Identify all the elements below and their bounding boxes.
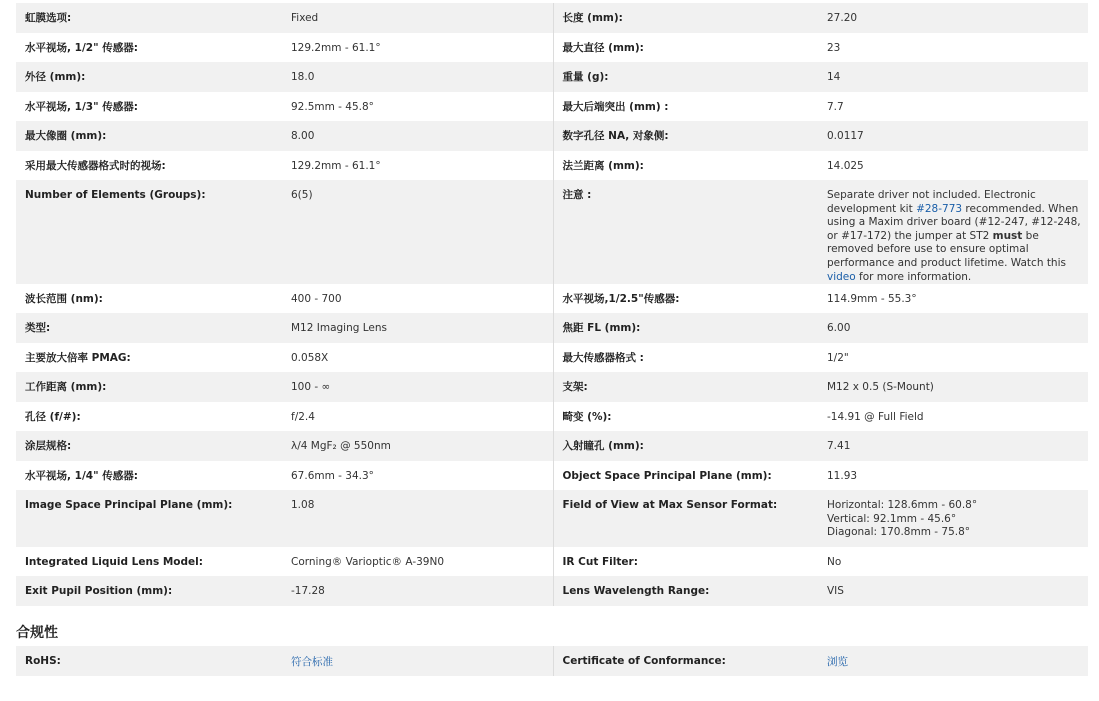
spec-label: 虹膜选项: bbox=[16, 3, 282, 33]
spec-label: 入射瞳孔 (mm): bbox=[553, 431, 818, 461]
spec-value: 129.2mm - 61.1° bbox=[282, 33, 553, 62]
spec-value: 8.00 bbox=[282, 121, 553, 151]
spec-label: 法兰距离 (mm): bbox=[553, 151, 818, 180]
rohs-value bbox=[282, 646, 553, 676]
fov-horizontal: Horizontal: 128.6mm - 60.8° bbox=[827, 499, 978, 512]
table-row bbox=[16, 343, 1088, 372]
spec-label: 最大像圈 (mm): bbox=[16, 121, 282, 151]
spec-value: 100 - ∞ bbox=[282, 372, 553, 402]
spec-label: 采用最大传感器格式时的视场: bbox=[16, 151, 282, 180]
video-link[interactable]: video bbox=[827, 270, 856, 283]
spec-value: 14.025 bbox=[818, 151, 1088, 180]
spec-value: 14 bbox=[818, 62, 1088, 92]
spec-value: 18.0 bbox=[282, 62, 553, 92]
spec-label: 孔径 (f/#): bbox=[16, 402, 282, 431]
spec-label: 类型: bbox=[16, 313, 282, 343]
spec-label: IR Cut Filter: bbox=[553, 547, 818, 576]
spec-label: Exit Pupil Position (mm): bbox=[16, 576, 282, 606]
spec-label: 最大直径 (mm): bbox=[553, 33, 818, 62]
spec-value: M12 x 0.5 (S-Mount) bbox=[818, 372, 1088, 402]
spec-value: 92.5mm - 45.8° bbox=[282, 92, 553, 121]
spec-label: Object Space Principal Plane (mm): bbox=[553, 461, 818, 490]
spec-label: Image Space Principal Plane (mm): bbox=[16, 490, 282, 547]
table-row bbox=[16, 62, 1088, 92]
fov-vertical: Vertical: 92.1mm - 45.6° bbox=[827, 512, 957, 525]
certificate-link[interactable]: 浏览 bbox=[827, 655, 848, 668]
spec-label: 水平视场,1/2.5"传感器: bbox=[553, 284, 818, 313]
spec-value: Fixed bbox=[282, 3, 553, 33]
spec-label: 最大传感器格式 : bbox=[553, 343, 818, 372]
certificate-value bbox=[818, 646, 1088, 676]
kit-link[interactable]: #28-773 bbox=[916, 202, 963, 215]
spec-label: 长度 (mm): bbox=[553, 3, 818, 33]
spec-label: 涂层规格: bbox=[16, 431, 282, 461]
spec-value: 0.0117 bbox=[818, 121, 1088, 151]
spec-value: 6.00 bbox=[818, 313, 1088, 343]
spec-value: 1/2" bbox=[818, 343, 1088, 372]
spec-label: 水平视场, 1/3" 传感器: bbox=[16, 92, 282, 121]
table-row bbox=[16, 372, 1088, 402]
spec-value: 114.9mm - 55.3° bbox=[818, 284, 1088, 313]
spec-value: 67.6mm - 34.3° bbox=[282, 461, 553, 490]
spec-label: 工作距离 (mm): bbox=[16, 372, 282, 402]
rohs-link[interactable]: 符合标准 bbox=[291, 655, 333, 668]
rohs-label: RoHS: bbox=[16, 646, 282, 676]
spec-value: Corning® Varioptic® A-39N0 bbox=[282, 547, 553, 576]
spec-value: -17.28 bbox=[282, 576, 553, 606]
spec-label: 波长范围 (nm): bbox=[16, 284, 282, 313]
spec-label: Integrated Liquid Lens Model: bbox=[16, 547, 282, 576]
spec-value: 129.2mm - 61.1° bbox=[282, 151, 553, 180]
compliance-table bbox=[16, 646, 1088, 676]
spec-value: 23 bbox=[818, 33, 1088, 62]
table-row bbox=[16, 402, 1088, 431]
spec-label: 水平视场, 1/2" 传感器: bbox=[16, 33, 282, 62]
spec-label: 主要放大倍率 PMAG: bbox=[16, 343, 282, 372]
compliance-heading: 合规性 bbox=[16, 625, 58, 641]
spec-value: M12 Imaging Lens bbox=[282, 313, 553, 343]
note-text: Separate driver not included. Electronic development kit #28-773 recommended. When using a Maxim driver board (#12-247, #12-248, or #17-172) the jumper at ST2 must be removed before use to ensure optimal performance and product lifetime. Watch this video for more information. bbox=[818, 180, 1088, 284]
spec-value: 1.08 bbox=[282, 490, 553, 547]
table-row bbox=[16, 547, 1088, 576]
spec-value: λ/4 MgF₂ @ 550nm bbox=[282, 431, 553, 461]
table-row bbox=[16, 92, 1088, 121]
spec-value: 11.93 bbox=[818, 461, 1088, 490]
spec-label: Lens Wavelength Range: bbox=[553, 576, 818, 606]
spec-label: 外径 (mm): bbox=[16, 62, 282, 92]
table-row bbox=[16, 3, 1088, 33]
table-row bbox=[16, 313, 1088, 343]
fov-diagonal: Diagonal: 170.8mm - 75.8° bbox=[827, 526, 971, 539]
spec-value: No bbox=[818, 547, 1088, 576]
table-row bbox=[16, 576, 1088, 606]
table-row bbox=[16, 180, 1088, 284]
table-row bbox=[16, 461, 1088, 490]
table-row bbox=[16, 284, 1088, 313]
spec-label: 最大后端突出 (mm) : bbox=[553, 92, 818, 121]
spec-label: 注意 : bbox=[553, 180, 818, 284]
table-row bbox=[16, 431, 1088, 461]
table-row bbox=[16, 121, 1088, 151]
spec-value: 7.41 bbox=[818, 431, 1088, 461]
fov-values bbox=[818, 490, 1088, 547]
spec-value: VIS bbox=[818, 576, 1088, 606]
spec-label: 数字孔径 NA, 对象侧: bbox=[553, 121, 818, 151]
spec-label: 水平视场, 1/4" 传感器: bbox=[16, 461, 282, 490]
spec-value: 27.20 bbox=[818, 3, 1088, 33]
spec-label: 重量 (g): bbox=[553, 62, 818, 92]
spec-value: 7.7 bbox=[818, 92, 1088, 121]
spec-value: f/2.4 bbox=[282, 402, 553, 431]
table-row bbox=[16, 151, 1088, 180]
spec-value: 6(5) bbox=[282, 180, 553, 284]
spec-label: 焦距 FL (mm): bbox=[553, 313, 818, 343]
spec-value: 0.058X bbox=[282, 343, 553, 372]
specs-table bbox=[16, 3, 1088, 606]
spec-label: 支架: bbox=[553, 372, 818, 402]
table-row bbox=[16, 33, 1088, 62]
table-row bbox=[16, 646, 1088, 676]
spec-value: -14.91 @ Full Field bbox=[818, 402, 1088, 431]
spec-value: 400 - 700 bbox=[282, 284, 553, 313]
table-row bbox=[16, 490, 1088, 547]
spec-label: Field of View at Max Sensor Format: bbox=[553, 490, 818, 547]
spec-label: 畸变 (%): bbox=[553, 402, 818, 431]
certificate-label: Certificate of Conformance: bbox=[553, 646, 818, 676]
spec-label: Number of Elements (Groups): bbox=[16, 180, 282, 284]
